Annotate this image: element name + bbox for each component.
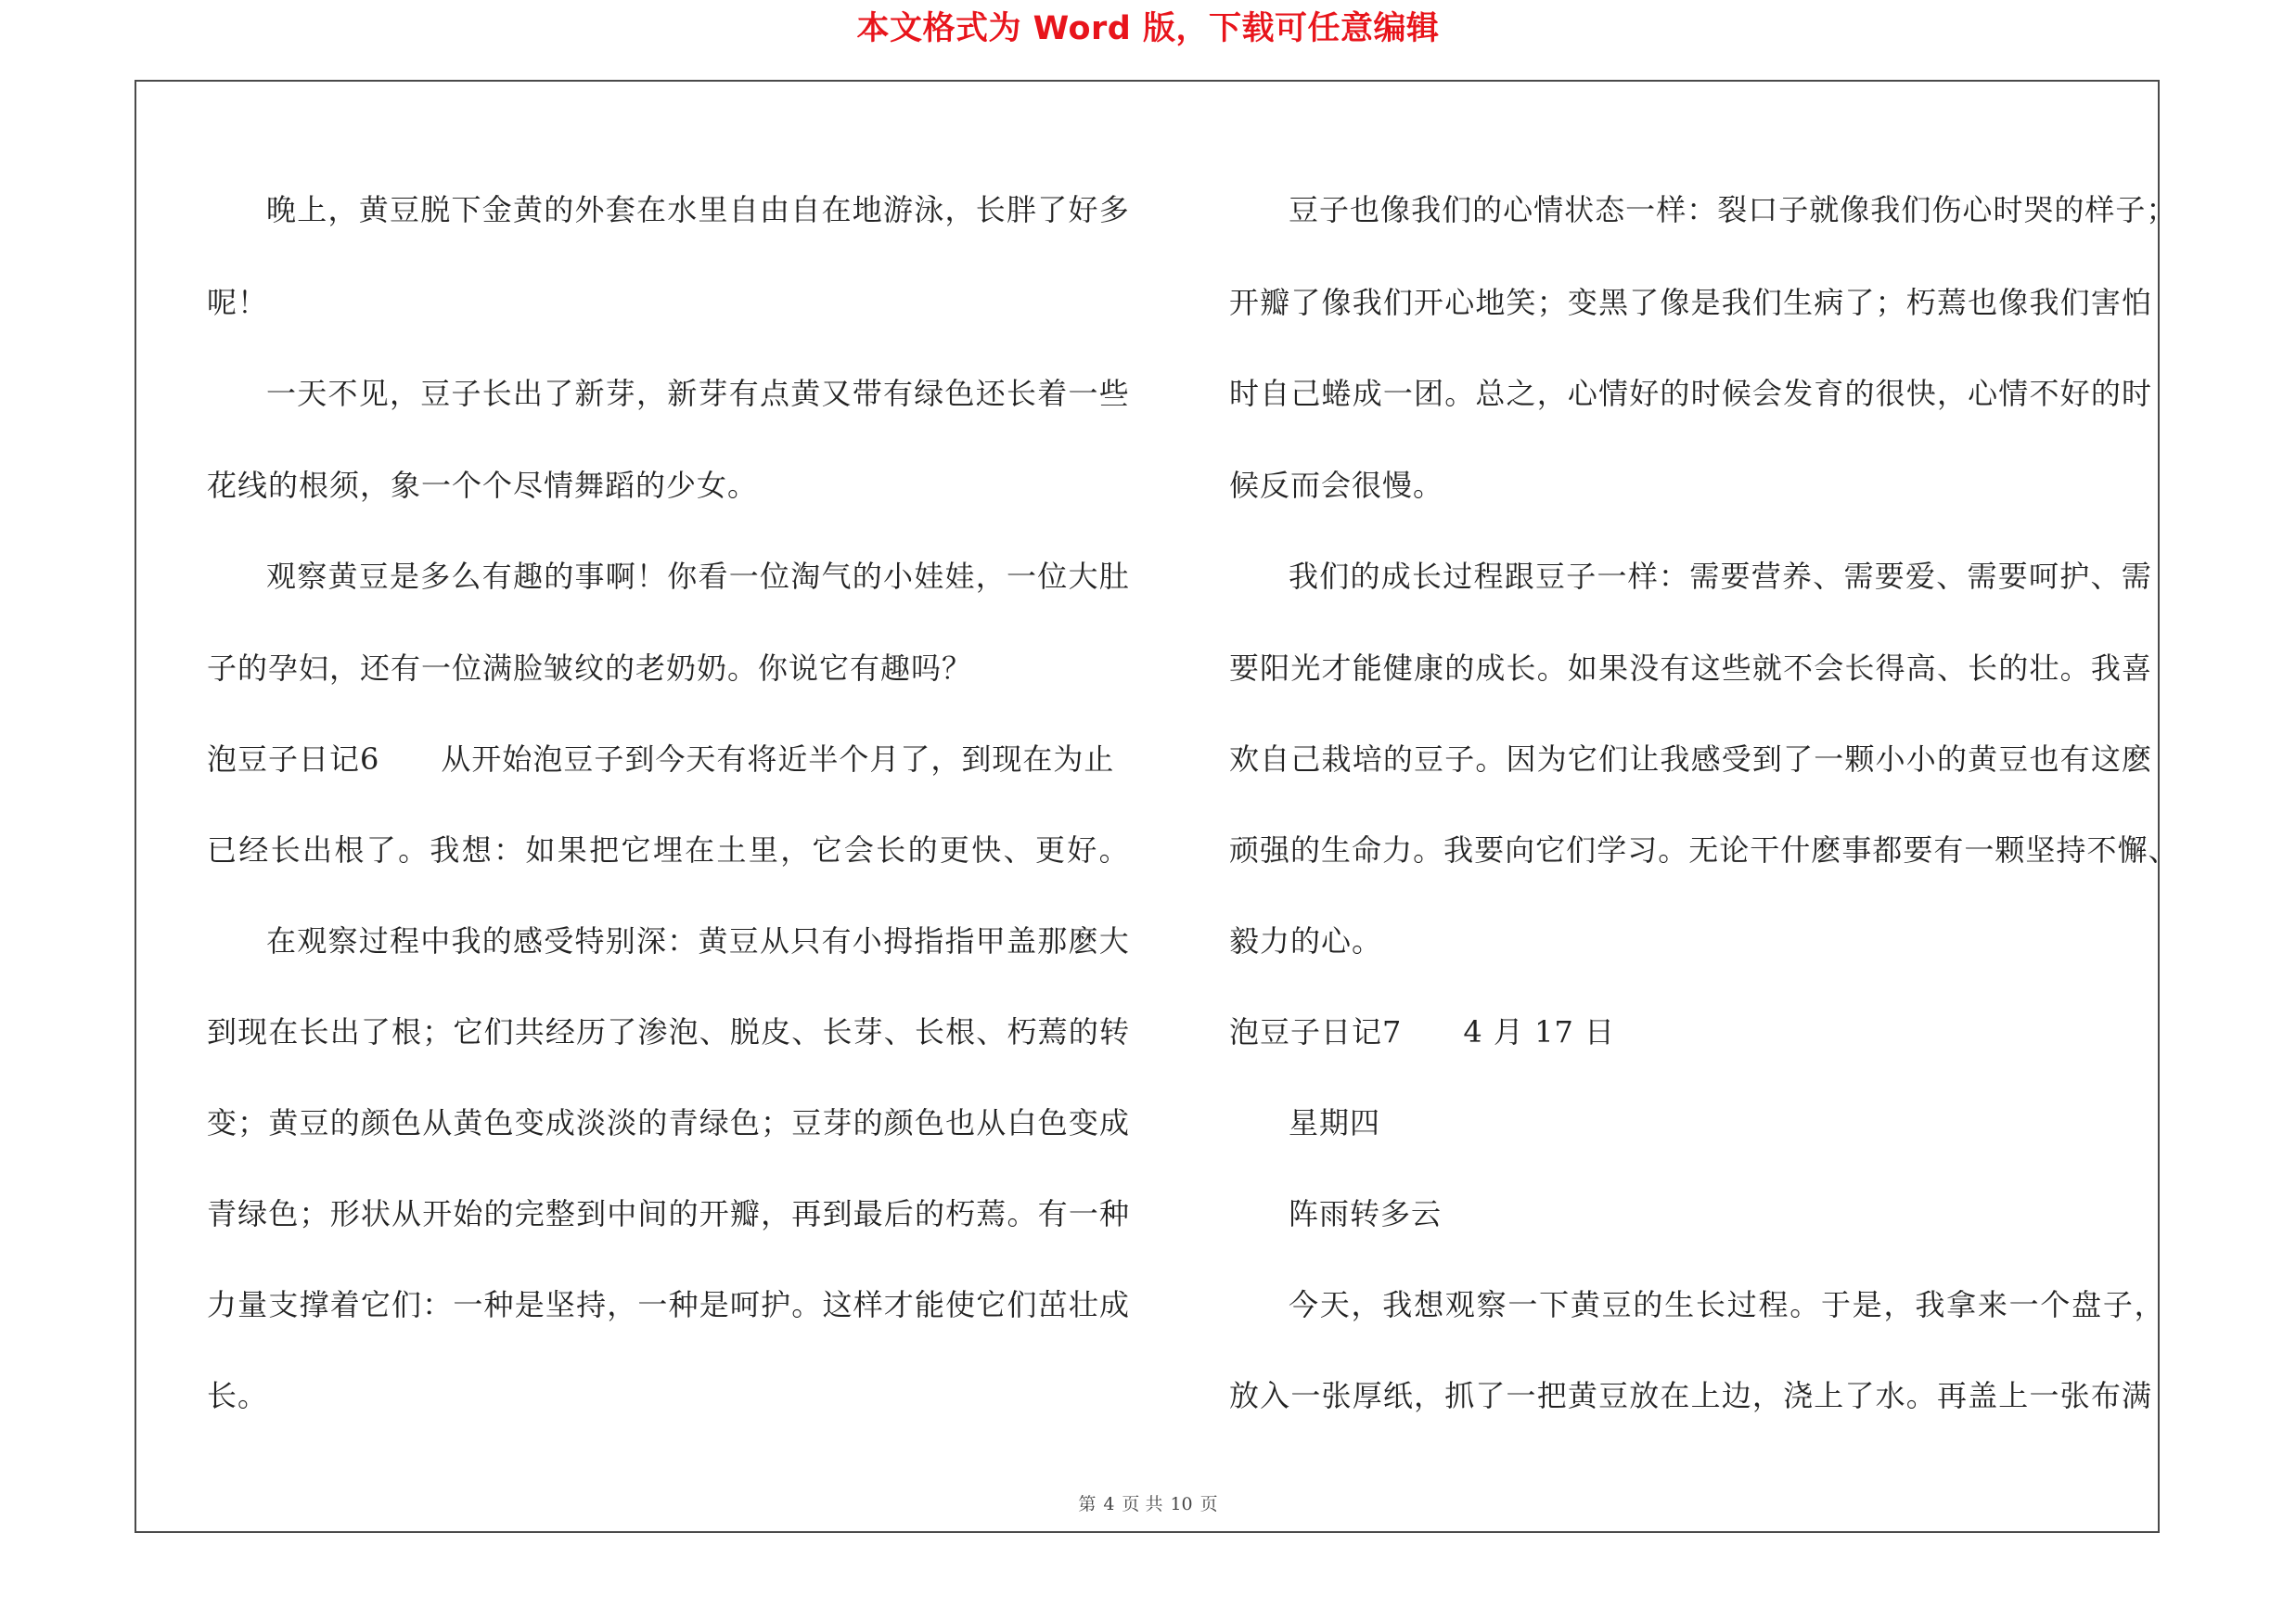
paragraph-line: 开 瓣 了 像 我 们 开 心 地 笑 ； 变 黑 了 像 是 我 们 生 病 了 ； 朽 蔫 也 像 我 们 害 怕: [1229, 285, 2152, 320]
page-footer: [0, 1496, 2296, 1514]
paragraph-line: 在 观 察 过 程 中 我 的 感 受 特 别 深 ： 黄 豆 从 只 有 小 拇 指 指 甲 盖 那 麽 大: [266, 923, 1130, 959]
paragraph-line: 到 现 在 长 出 了 根 ； 它 们 共 经 历 了 渗 泡 、 脱 皮 、 长 芽 、 长 根 、 朽 蔫 的 转: [207, 1014, 1130, 1050]
paragraph-line: 晚 上 ， 黄 豆 脱 下 金 黄 的 外 套 在 水 里 自 由 自 在 地 游 泳 ， 长 胖 了 好 多: [266, 192, 1130, 227]
paragraph-line: 豆 子 也 像 我 们 的 心 情 状 态 一 样 ： 裂 口 子 就 像 我 们 伤 心 时 哭 的 样 子 ；: [1289, 192, 2177, 227]
paragraph-line: 青 绿 色 ； 形 状 从 开 始 的 完 整 到 中 间 的 开 瓣 ， 再 到 最 后 的 朽 蔫 。 有 一 种: [207, 1196, 1130, 1231]
paragraph-line: 花线的根须，象一个个尽情舞蹈的少女。: [207, 468, 759, 503]
diary-title: 泡豆子日记7: [1229, 1014, 1403, 1050]
diary-title: 泡豆子日记6: [207, 741, 380, 777]
paragraph-line: 时 自 己 蜷 成 一 团 。 总 之 ， 心 情 好 的 时 候 会 发 育 的 很 快 ， 心 情 不 好 的 时: [1229, 376, 2152, 411]
paragraph-line: 毅力的心。: [1229, 923, 1383, 959]
page-number: 4: [1103, 1494, 1115, 1514]
page-label-suffix: 页: [1199, 1494, 1218, 1514]
diary-date: 4 月 17 日: [1463, 1014, 1615, 1050]
format-banner: 本文格式为 Word 版，下载可任意编辑: [856, 10, 1440, 47]
paragraph-line: 长。: [207, 1378, 269, 1413]
paragraph-line: 欢 自 己 栽 培 的 豆 子 。 因 为 它 们 让 我 感 受 到 了 一 颗 小 小 的 黄 豆 也 有 这 麽: [1229, 741, 2152, 777]
paragraph-line: 我 们 的 成 长 过 程 跟 豆 子 一 样 ： 需 要 营 养 、 需 要 爱 、 需 要 呵 护 、 需: [1289, 559, 2152, 594]
diary-weekday: 星期四: [1289, 1105, 1381, 1140]
diary-entry-heading: [1229, 1014, 1615, 1050]
page-label-mid: 页 共: [1122, 1494, 1163, 1514]
diary-entry-heading: [207, 741, 1130, 777]
paragraph-line: 一 天 不 见 ， 豆 子 长 出 了 新 芽 ， 新 芽 有 点 黄 又 带 有 绿 色 还 长 着 一 些: [266, 376, 1130, 411]
paragraph-line: 候反而会很慢。: [1229, 468, 1444, 503]
paragraph-line: 要 阳 光 才 能 健 康 的 成 长 。 如 果 没 有 这 些 就 不 会 长 得 高 、 长 的 壮 。 我 喜: [1229, 650, 2152, 686]
paragraph-line: 观 察 黄 豆 是 多 么 有 趣 的 事 啊 ！ 你 看 一 位 淘 气 的 小 娃 娃 ， 一 位 大 肚: [266, 559, 1130, 594]
paragraph-line: 呢！: [207, 285, 269, 320]
paragraph-line: 变 ； 黄 豆 的 颜 色 从 黄 色 变 成 淡 淡 的 青 绿 色 ； 豆 芽 的 颜 色 也 从 白 色 变 成: [207, 1105, 1130, 1140]
paragraph-line: 力 量 支 撑 着 它 们 ： 一 种 是 坚 持 ， 一 种 是 呵 护 。 这 样 才 能 使 它 们 茁 壮 成: [207, 1287, 1130, 1322]
paragraph-line: 放 入 一 张 厚 纸 ， 抓 了 一 把 黄 豆 放 在 上 边 ， 浇 上 了 水 。 再 盖 上 一 张 布 满: [1229, 1378, 2152, 1413]
total-pages: 10: [1170, 1494, 1193, 1514]
diary-weather: 阵雨转多云: [1289, 1196, 1443, 1231]
paragraph-line: 已 经 长 出 根 了 。 我 想 ： 如 果 把 它 埋 在 土 里 ， 它 会 长 的 更 快 、 更 好 。: [207, 832, 1130, 868]
page-label-prefix: 第: [1078, 1494, 1097, 1514]
paragraph-line: 今 天 ， 我 想 观 察 一 下 黄 豆 的 生 长 过 程 。 于 是 ， 我 拿 来 一 个 盘 子 ，: [1289, 1287, 2165, 1322]
paragraph-text: 从开始泡豆子到今天有将近半个月了，到现在为止: [441, 741, 1115, 777]
paragraph-line: 顽 强 的 生 命 力 。 我 要 向 它 们 学 习 。 无 论 干 什 麽 事 都 要 有 一 颗 坚 持 不 懈 、: [1229, 832, 2179, 868]
paragraph-line: 子的孕妇，还有一位满脸皱纹的老奶奶。你说它有趣吗？: [207, 650, 973, 686]
